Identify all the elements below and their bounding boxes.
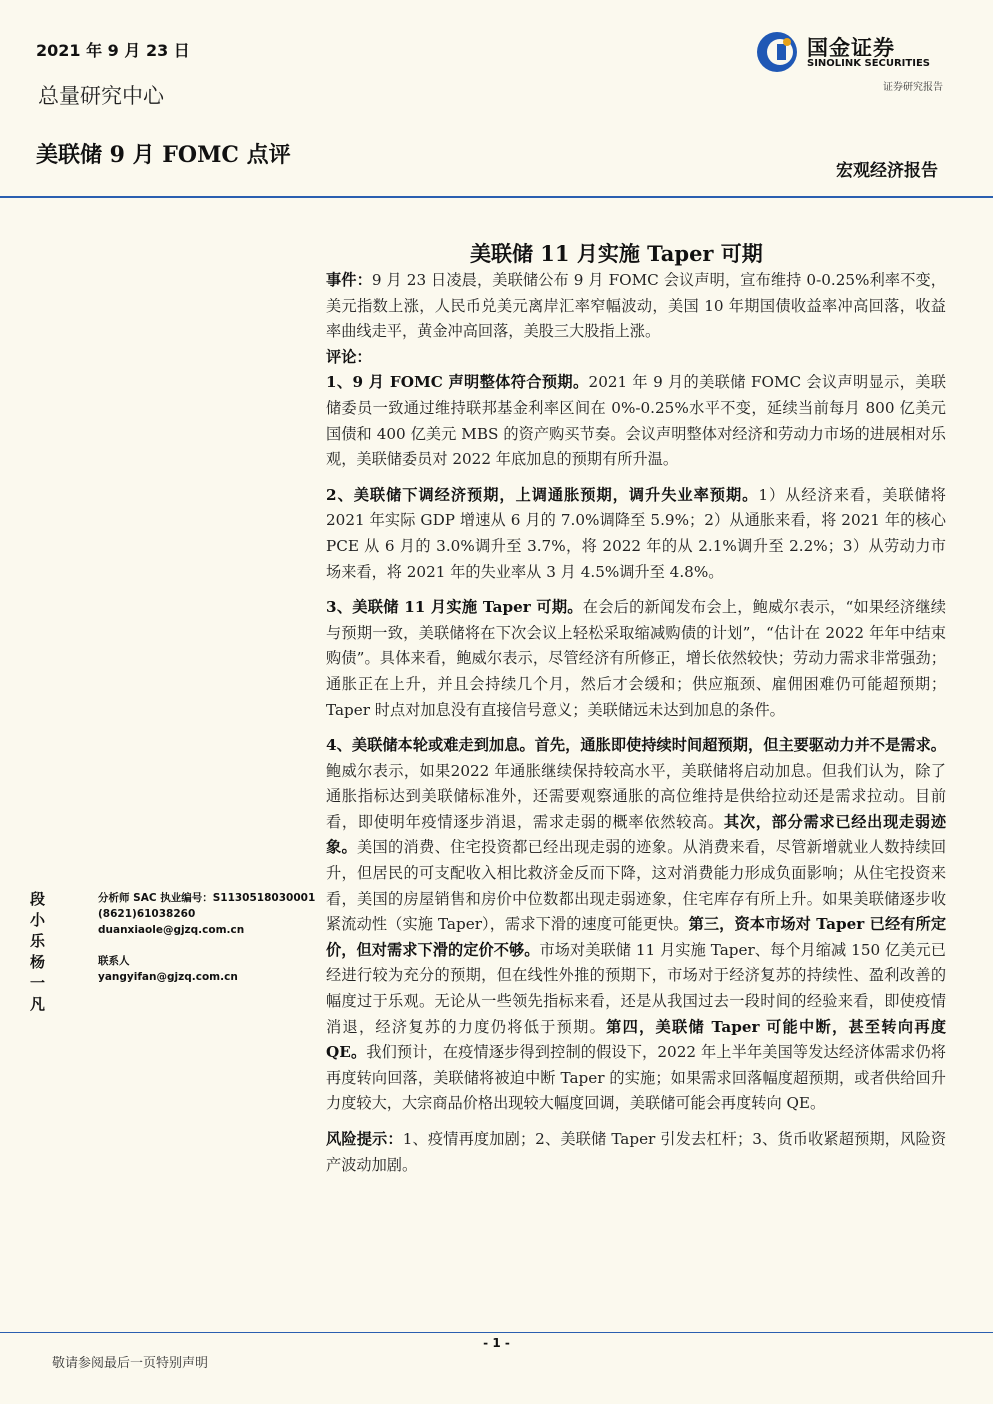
author-name: 杨一凡 [30, 953, 46, 1013]
author-info [98, 890, 315, 938]
sinolink-logo-icon [755, 30, 799, 74]
p1-text: 2021 年 9 月的美联储 FOMC 会议声明显示，美联储委员一致通过维持联邦基金利率区间在 0%-0.25%水平不变，延续当前每月 800 亿美元国债和 400 亿美元 MBS 的资产购买节奏。会议声明整体对经济和劳动力市场的进展相对乐观，美联储委员对 2022 年底加息的预期有所升温。 [326, 373, 946, 469]
logo-text-en: SINOLINK SECURITIES [807, 58, 930, 69]
paragraph-2 [326, 483, 946, 585]
report-type: 宏观经济报告 [836, 161, 938, 181]
p2-heading: 2、美联储下调经济预期，上调通胀预期，调升失业率预期。 [326, 485, 759, 504]
header-divider [0, 196, 993, 198]
p3-text: 在会后的新闻发布会上，鲍威尔表示，“如果经济继续与预期一致，美联储将在下次会议上轻松采取缩减购债的计划”，“估计在 2022 年年中结束购债”。具体来看，鲍威尔表示，尽管经济有所修正，增长依然较快；劳动力需求非常强劲；通胀正在上升，并且会持续几个月，然后才会缓和；供应瓶颈、雇佣困难仍可能超预期；Taper 时点对加息没有直接信号意义；美联储远未达到加息的条件。 [326, 598, 946, 719]
p1-heading: 1、9 月 FOMC 声明整体符合预期。 [326, 373, 589, 392]
event-text: 9 月 23 日凌晨，美联储公布 9 月 FOMC 会议声明，宣布维持 0-0.25%利率不变，美元指数上涨，人民币兑美元离岸汇率窄幅波动，美国 10 年期国债收益率冲高回落，收益率曲线走平，黄金冲高回落，美股三大股指上涨。 [326, 271, 946, 341]
report-label: 证券研究报告 [883, 82, 943, 93]
document-title: 美联储 9 月 FOMC 点评 [36, 142, 291, 168]
comment-heading [326, 345, 946, 371]
p4-subheading-2: 其次，部分需求已经出现走弱迹象。 [326, 812, 947, 857]
p4-text-3: 市场对美联储 11 月实施 Taper、每个月缩减 150 亿美元已经进行较为充分的预期，但在线性外推的预期下，市场对于经济复苏的持续性、盈利改善的幅度过于乐观。无论从一些领先指标来看，还是从我国过去一段时间的经验来看，即使疫情消退，经济复苏的力度仍将低于预期。 [326, 940, 946, 1036]
disclaimer-note: 敬请参阅最后一页特别声明 [52, 1356, 209, 1371]
author-phone: (8621)61038260 [98, 908, 196, 920]
author-info [98, 953, 238, 985]
p4-subheading-3: 第三，资本市场对 Taper 已经有所定价，但对需求下滑的定价不够。 [326, 915, 947, 959]
author-email: duanxiaole@gjzq.com.cn [98, 924, 245, 936]
logo-text-cn: 国金证券 [807, 36, 895, 60]
author-credential: 分析师 SAC 执业编号：S1130518030001 [98, 892, 316, 904]
report-body [326, 268, 946, 1178]
event-paragraph [326, 268, 946, 345]
p2-text: 1）从经济来看，美联储将 2021 年实际 GDP 增速从 6 月的 7.0%调降至 5.9%；2）从通胀来看，将 2021 年的核心 PCE 从 6 月的 3.0%调升至 3.7%，将 2022 年的从 2.1%调升至 2.2%；3）从劳动力市场来看，将 2021 年的失业率从 3 月 4.5%调升至 4.8%。 [326, 485, 946, 581]
p3-heading: 3、美联储 11 月实施 Taper 可期。 [326, 598, 583, 617]
department-name: 总量研究中心 [38, 84, 164, 108]
page-number: - 1 - [483, 1336, 510, 1350]
author-role: 联系人 [98, 955, 130, 967]
p4-text-2: 美国的消费、住宅投资都已经出现走弱的迹象。从消费来看，尽管新增就业人数持续回升，但居民的可支配收入相比救济金反而下降，这对消费能力形成负面影响；从住宅投资来看，美国的房屋销售和房价中位数都出现走弱迹象，住宅库存有所上升。如果美联储逐步收紧流动性（实施 Taper），需求下滑的速度可能更快。 [326, 838, 947, 934]
comment-label: 评论： [326, 347, 372, 366]
paragraph-3 [326, 595, 946, 723]
main-title: 美联储 11 月实施 Taper 可期 [470, 241, 763, 266]
footer-divider [0, 1332, 993, 1333]
p4-text-4: 我们预计，在疫情逐步得到控制的假设下，2022 年上半年美国等发达经济体需求仍将再度转向回落，美联储将被迫中断 Taper 的实施；如果需求回落幅度超预期，或者供给回升力度较大，大宗商品价格出现较大幅度回调，美联储可能会再度转向 QE。 [326, 1043, 946, 1113]
p4-heading: 4、美联储本轮或难走到加息。首先，通胀即使持续时间超预期，但主要驱动力并不是需求。 [326, 736, 946, 755]
author-name: 段小乐 [30, 890, 46, 950]
event-label: 事件： [326, 271, 372, 289]
risk-label: 风险提示： [326, 1130, 403, 1148]
report-date: 2021 年 9 月 23 日 [36, 41, 190, 60]
paragraph-1 [326, 370, 946, 472]
company-logo [755, 30, 950, 72]
author-email: yangyifan@gjzq.com.cn [98, 971, 238, 983]
p4-subheading-4: 第四，美联储 Taper 可能中断，甚至转向再度 QE。 [326, 1017, 947, 1062]
risk-paragraph [326, 1127, 946, 1178]
p4-text-1: 鲍威尔表示，如果2022 年通胀继续保持较高水平，美联储将启动加息。但我们认为，除了通胀指标达到美联储标准外，还需要观察通胀的高位维持是供给拉动还是需求拉动。目前看，即使明年疫情逐步消退，需求走弱的概率依然较高。 [326, 761, 946, 831]
risk-text: 1、疫情再度加剧；2、美联储 Taper 引发去杠杆；3、货币收紧超预期，风险资产波动加剧。 [326, 1130, 947, 1174]
paragraph-4 [326, 733, 946, 1117]
